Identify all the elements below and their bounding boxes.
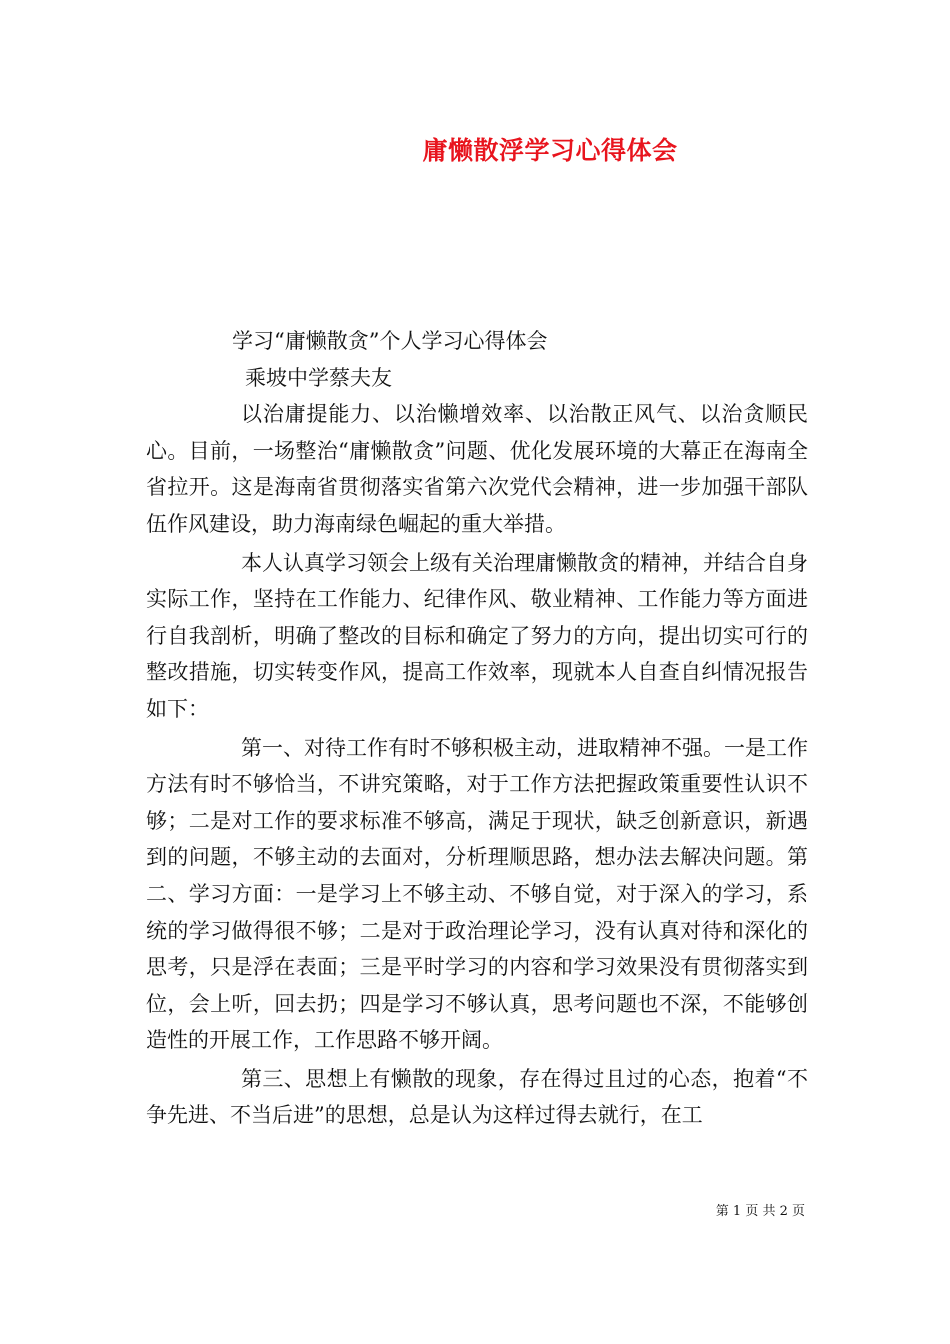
document-body	[146, 323, 808, 1134]
paragraph-self-review: 本人认真学习领会上级有关治理庸懒散贪的精神，并结合自身实际工作，坚持在工作能力、纪律作风、敬业精神、工作能力等方面进行自我剖析，明确了整改的目标和确定了努力的方向，提出切实可行的整改措施，切实转变作风，提高工作效率，现就本人自查自纠情况报告如下：	[146, 550, 808, 721]
paragraph-intro: 以治庸提能力、以治懒增效率、以治散正风气、以治贪顺民心。目前，一场整治“庸懒散贪”问题、优化发展环境的大幕正在海南全省拉开。这是海南省贯彻落实省第六次党代会精神，进一步加强干部队伍作风建设，助力海南绿色崛起的重大举措。	[146, 402, 808, 536]
page-number: 第 1 页 共 2 页	[715, 1204, 805, 1219]
paragraph-work-and-study: 第一、对待工作有时不够积极主动，进取精神不强。一是工作方法有时不够恰当，不讲究策略，对于工作方法把握政策重要性认识不够；二是对工作的要求标准不够高，满足于现状，缺乏创新意识，新遇到的问题，不够主动的去面对，分析理顺思路，想办法去解决问题。第二、学习方面：一是学习上不够主动、不够自觉，对于深入的学习，系统的学习做得很不够；二是对于政治理论学习，没有认真对待和深化的思考，只是浮在表面；三是平时学习的内容和学习效果没有贯彻落实到位，会上听，回去扔；四是学习不够认真，思考问题也不深，不能够创造性的开展工作，工作思路不够开阔。	[146, 735, 808, 1053]
document-title: 庸懒散浮学习心得体会	[422, 136, 678, 165]
document-subtitle: 学习“庸懒散贪”个人学习心得体会	[232, 329, 548, 353]
paragraph-attitude: 第三、思想上有懒散的现象，存在得过且过的心态，抱着“不争先进、不当后进”的思想，总是认为这样过得去就行，在工	[146, 1066, 808, 1128]
document-author: 乘坡中学蔡夫友	[245, 365, 392, 390]
